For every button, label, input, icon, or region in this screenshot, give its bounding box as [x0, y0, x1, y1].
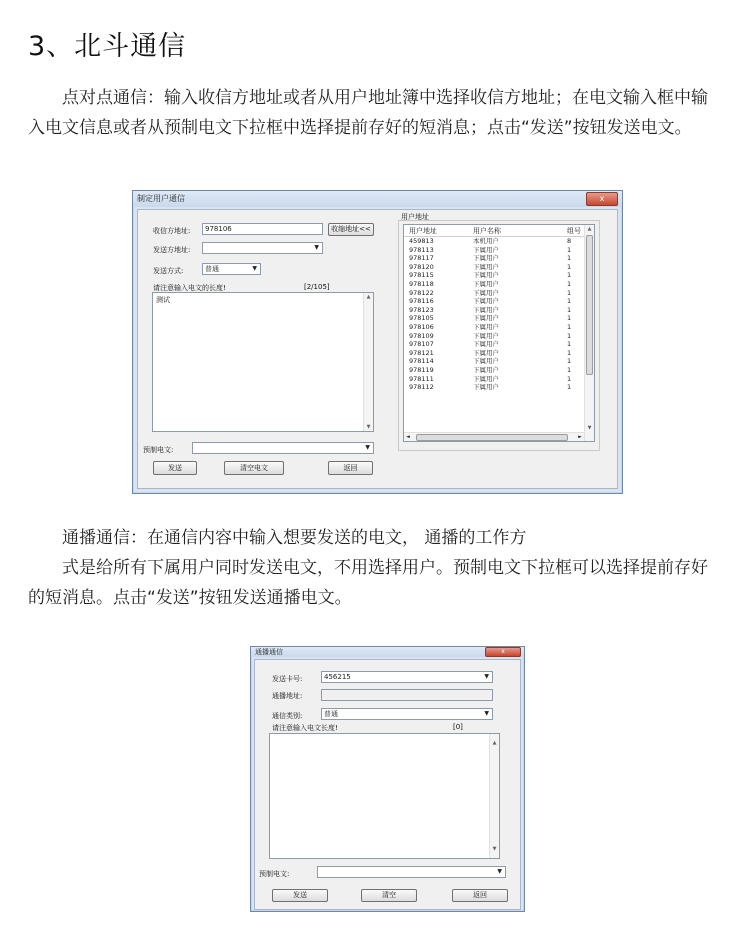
send-button[interactable]: 发送 — [153, 461, 197, 475]
cell-group: 1 — [567, 357, 572, 366]
message-textarea[interactable] — [152, 292, 374, 432]
address-list-scrollbar[interactable] — [584, 225, 594, 441]
cell-address: 978118 — [409, 280, 434, 288]
table-row[interactable] — [404, 271, 584, 280]
table-row[interactable] — [404, 280, 584, 289]
close-icon[interactable]: x — [485, 647, 521, 657]
table-row[interactable] — [404, 323, 584, 332]
table-row[interactable] — [404, 289, 584, 298]
cell-address: 978106 — [409, 323, 434, 331]
cell-name: 下属用户 — [473, 366, 499, 374]
cell-address: 978111 — [409, 374, 434, 383]
table-row[interactable] — [404, 254, 584, 263]
cell-name: 下属用户 — [473, 340, 499, 349]
table-row[interactable] — [404, 375, 584, 384]
cell-address: 978113 — [409, 245, 434, 254]
paragraph-broadcast-line2 — [28, 553, 722, 613]
preset-select[interactable] — [317, 866, 506, 878]
cell-name: 下属用户 — [473, 331, 499, 340]
cell-name: 下属用户 — [473, 297, 499, 306]
cell-group: 1 — [567, 288, 572, 297]
cell-address: 978115 — [409, 271, 434, 280]
paragraph-broadcast-line1 — [28, 523, 722, 553]
chevron-down-icon: ▼ — [484, 673, 489, 680]
broadcast-address-input[interactable] — [321, 689, 493, 701]
cell-group: 1 — [567, 374, 572, 383]
table-row[interactable] — [404, 246, 584, 255]
cell-address: 978120 — [409, 262, 434, 271]
cell-group: 1 — [567, 314, 572, 323]
cell-group: 1 — [567, 383, 572, 392]
collapse-address-button[interactable]: 收缩地址<< — [328, 223, 374, 236]
scroll-down-icon[interactable]: ▼ — [492, 846, 497, 852]
cell-address: 978123 — [409, 305, 434, 314]
p2p-dialog-body — [137, 209, 618, 489]
scroll-thumb[interactable] — [586, 235, 593, 375]
broadcast-dialog-title: 通播通信 — [255, 648, 283, 656]
cell-name: 下属用户 — [473, 280, 499, 288]
send-mode-select[interactable] — [202, 263, 261, 275]
cell-address: 978116 — [409, 297, 434, 306]
cell-address: 978105 — [409, 314, 434, 323]
cell-name: 本机用户 — [473, 237, 499, 245]
length-hint: 请注意输入电文长度! — [272, 724, 338, 732]
cell-address: 978114 — [409, 357, 434, 366]
length-counter: [2/105] — [304, 283, 330, 291]
cell-address: 459813 — [409, 237, 434, 245]
back-button[interactable]: 返回 — [452, 889, 508, 902]
sender-label: 发送方地址: — [153, 246, 191, 254]
cell-group: 1 — [567, 297, 572, 306]
table-row[interactable] — [404, 314, 584, 323]
scroll-right-icon[interactable]: ► — [578, 434, 582, 440]
message-scrollbar[interactable] — [363, 293, 373, 431]
address-list[interactable] — [403, 224, 595, 442]
table-row[interactable] — [404, 297, 584, 306]
cell-group: 1 — [567, 348, 572, 357]
cell-group: 1 — [567, 323, 572, 331]
preset-select[interactable] — [192, 442, 374, 454]
cell-group: 1 — [567, 366, 572, 374]
comm-type-select[interactable] — [321, 708, 493, 720]
table-row[interactable] — [404, 237, 584, 246]
cell-group: 8 — [567, 237, 572, 245]
column-header-address[interactable]: 用户地址 — [409, 227, 437, 235]
table-row[interactable] — [404, 366, 584, 375]
chevron-down-icon: ▼ — [365, 444, 370, 451]
comm-type-value: 普通 — [324, 710, 338, 718]
cell-name: 下属用户 — [473, 323, 499, 331]
cell-group: 1 — [567, 245, 572, 254]
send-button[interactable]: 发送 — [272, 889, 328, 902]
column-header-group[interactable]: 组号 — [567, 227, 581, 235]
scroll-down-icon[interactable]: ▼ — [366, 424, 371, 430]
cell-group: 1 — [567, 262, 572, 271]
address-list-hscrollbar[interactable] — [404, 432, 584, 441]
broadcast-dialog-window — [250, 646, 525, 912]
cell-name: 下属用户 — [473, 383, 499, 392]
broadcast-address-label: 通播地址: — [272, 692, 303, 700]
cell-address: 978109 — [409, 331, 434, 340]
p2p-dialog-window — [132, 190, 623, 494]
table-row[interactable] — [404, 332, 584, 341]
paragraph-p2p — [28, 83, 722, 143]
clear-button[interactable]: 清空 — [361, 889, 417, 902]
cell-group: 1 — [567, 271, 572, 280]
preset-label: 预制电文: — [259, 870, 290, 878]
address-list-header — [404, 225, 584, 237]
scroll-up-icon[interactable]: ▲ — [587, 226, 592, 232]
cell-address: 978119 — [409, 366, 434, 374]
cell-group: 1 — [567, 340, 572, 349]
paragraph-broadcast-line2-text: 式是给所有下属用户同时发送电文，不用选择用户。预制电文下拉框可以选择提前存好的短消息。点击“发送”按钮发送通播电文。 — [28, 558, 708, 608]
p2p-dialog-title: 制定用户通信 — [137, 194, 185, 203]
cell-name: 下属用户 — [473, 374, 499, 383]
cell-name: 下属用户 — [473, 348, 499, 357]
p2p-dialog-titlebar — [133, 191, 622, 207]
message-text: 测试 — [156, 296, 170, 304]
cell-name: 下属用户 — [473, 357, 499, 366]
broadcast-dialog-titlebar — [251, 647, 524, 657]
scroll-down-icon[interactable]: ▼ — [587, 425, 592, 431]
length-hint: 请注意输入电文的长度! — [153, 284, 226, 292]
back-button[interactable]: 返回 — [328, 461, 373, 475]
cell-name: 下属用户 — [473, 314, 499, 323]
receiver-input[interactable]: 978106 — [202, 223, 323, 235]
broadcast-dialog-body — [254, 659, 521, 910]
sender-select[interactable] — [202, 242, 323, 254]
table-row[interactable] — [404, 340, 584, 349]
table-row[interactable] — [404, 357, 584, 366]
cell-name: 下属用户 — [473, 271, 499, 280]
chevron-down-icon: ▼ — [497, 868, 502, 875]
chevron-down-icon: ▼ — [314, 244, 319, 251]
address-group-title: 用户地址 — [401, 213, 429, 221]
close-icon[interactable]: x — [586, 192, 618, 206]
hscroll-thumb[interactable] — [416, 434, 568, 441]
clear-message-button[interactable]: 清空电文 — [224, 461, 284, 475]
cell-group: 1 — [567, 254, 572, 263]
cell-address: 978107 — [409, 340, 434, 349]
cell-name: 下属用户 — [473, 262, 499, 271]
chevron-down-icon: ▼ — [252, 265, 257, 272]
cell-group: 1 — [567, 331, 572, 340]
cell-group: 1 — [567, 305, 572, 314]
cell-address: 978117 — [409, 254, 434, 263]
message-scrollbar[interactable] — [489, 734, 499, 858]
scroll-up-icon[interactable]: ▲ — [492, 740, 497, 746]
section-heading: 3、北斗通信 — [28, 31, 187, 62]
preset-label: 预制电文: — [143, 446, 174, 454]
comm-type-label: 通信类别: — [272, 712, 303, 720]
cell-name: 下属用户 — [473, 254, 499, 263]
card-select-value: 456215 — [324, 673, 351, 681]
cell-name: 下属用户 — [473, 305, 499, 314]
cell-address: 978122 — [409, 288, 434, 297]
broadcast-message-textarea[interactable] — [269, 733, 500, 859]
paragraph-broadcast-line1-text: 通播通信：在通信内容中输入想要发送的电文， 通播的工作方 — [62, 528, 527, 548]
cell-address: 978121 — [409, 348, 434, 357]
receiver-label: 收信方地址: — [153, 227, 191, 235]
send-mode-value: 普通 — [205, 265, 219, 273]
card-select[interactable] — [321, 671, 493, 683]
table-row[interactable] — [404, 383, 584, 392]
scroll-up-icon[interactable]: ▲ — [366, 294, 371, 300]
cell-address: 978112 — [409, 383, 434, 392]
card-label: 发送卡号: — [272, 675, 303, 683]
cell-name: 下属用户 — [473, 288, 499, 297]
paragraph-p2p-text: 点对点通信：输入收信方地址或者从用户地址簿中选择收信方地址；在电文输入框中输入电文信息或者从预制电文下拉框中选择提前存好的短消息；点击“发送”按钮发送电文。 — [28, 88, 708, 138]
scroll-left-icon[interactable]: ◄ — [406, 434, 410, 440]
cell-group: 1 — [567, 280, 572, 288]
chevron-down-icon: ▼ — [484, 710, 489, 717]
cell-name: 下属用户 — [473, 245, 499, 254]
column-header-name[interactable]: 用户名称 — [473, 227, 501, 235]
send-mode-label: 发送方式: — [153, 267, 184, 275]
length-counter: [0] — [453, 723, 463, 731]
